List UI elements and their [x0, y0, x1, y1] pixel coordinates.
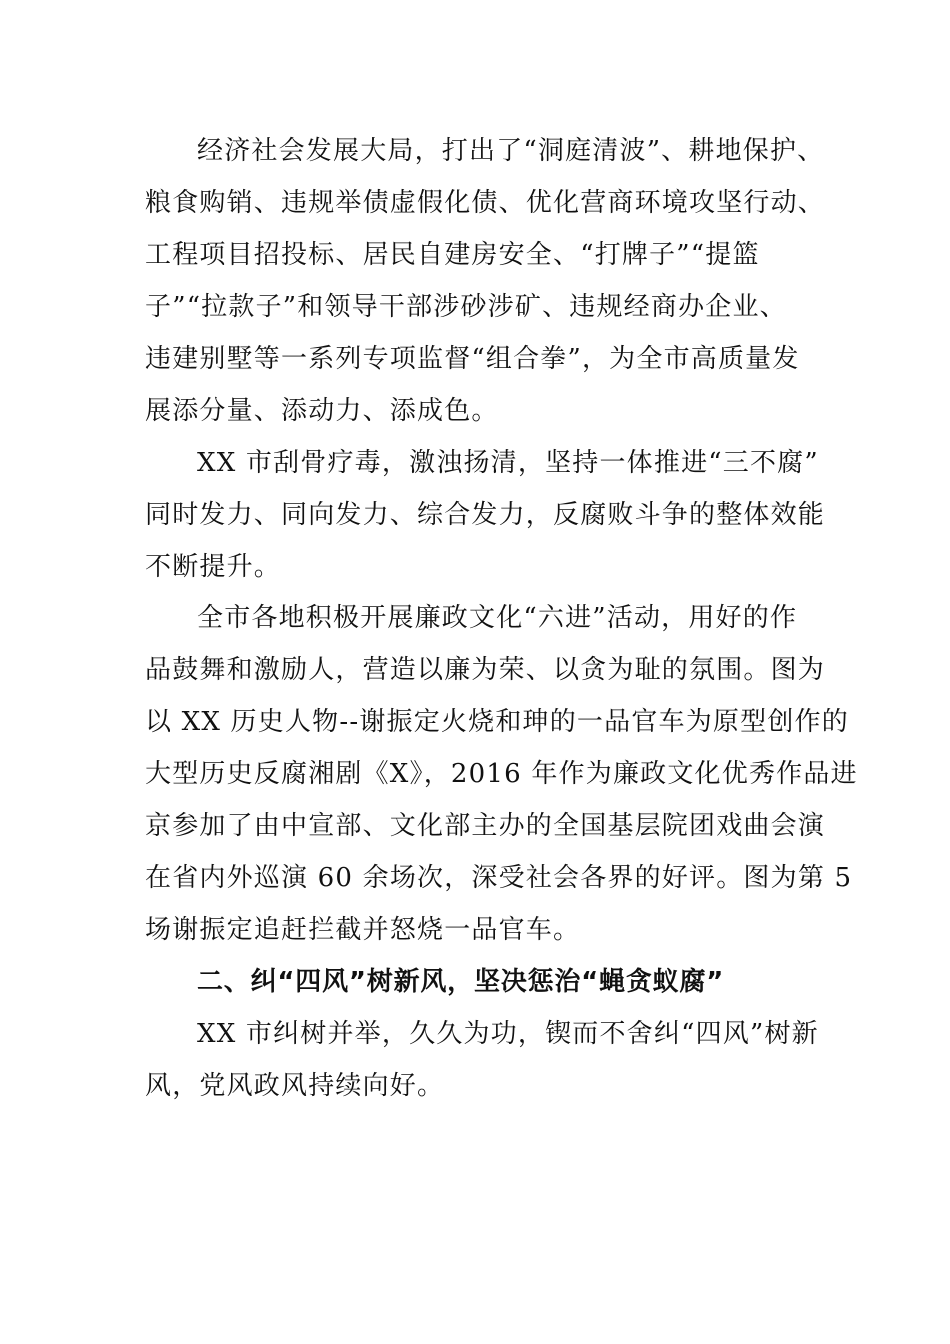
text-line: 大型历史反腐湘剧《X》，2016 年作为廉政文化优秀作品进	[145, 759, 858, 789]
text-line: 不断提升。	[145, 552, 282, 582]
text-line: 子”“拉款子”和领导干部涉砂涉矿、违规经商办企业、	[145, 292, 787, 322]
text-line: 工程项目招投标、居民自建房安全、“打牌子”“提篮	[145, 240, 760, 270]
text-line: 风，党风政风持续向好。	[145, 1071, 445, 1101]
text-line: 同时发力、同向发力、综合发力，反腐败斗争的整体效能	[145, 500, 826, 530]
text-line: 经济社会发展大局，打出了“洞庭清波”、耕地保护、	[197, 136, 825, 166]
text-line: 展添分量、添动力、添成色。	[145, 396, 499, 426]
text-line: 以 XX 历史人物--谢振定火烧和珅的一品官车为原型创作的	[145, 707, 849, 737]
text-line: 在省内外巡演 60 余场次，深受社会各界的好评。图为第 5	[145, 863, 853, 893]
text-line: 京参加了由中宣部、文化部主办的全国基层院团戏曲会演	[145, 811, 826, 841]
text-line: 粮食购销、违规举债虚假化债、优化营商环境攻坚行动、	[145, 188, 826, 218]
text-line: 场谢振定追赶拦截并怒烧一品官车。	[145, 915, 581, 945]
text-line: XX 市纠树并举，久久为功，锲而不舍纠“四风”树新	[197, 1019, 819, 1049]
text-line: 全市各地积极开展廉政文化“六进”活动，用好的作	[197, 603, 798, 633]
text-line: XX 市刮骨疗毒，激浊扬清，坚持一体推进“三不腐”	[197, 448, 819, 478]
text-line: 违建别墅等一系列专项监督“组合拳”，为全市高质量发	[145, 344, 800, 374]
section-heading: 二、纠“四风”树新风，坚决惩治“蝇贪蚁腐”	[197, 967, 725, 997]
text-line: 品鼓舞和激励人，营造以廉为荣、以贪为耻的氛围。图为	[145, 655, 826, 685]
